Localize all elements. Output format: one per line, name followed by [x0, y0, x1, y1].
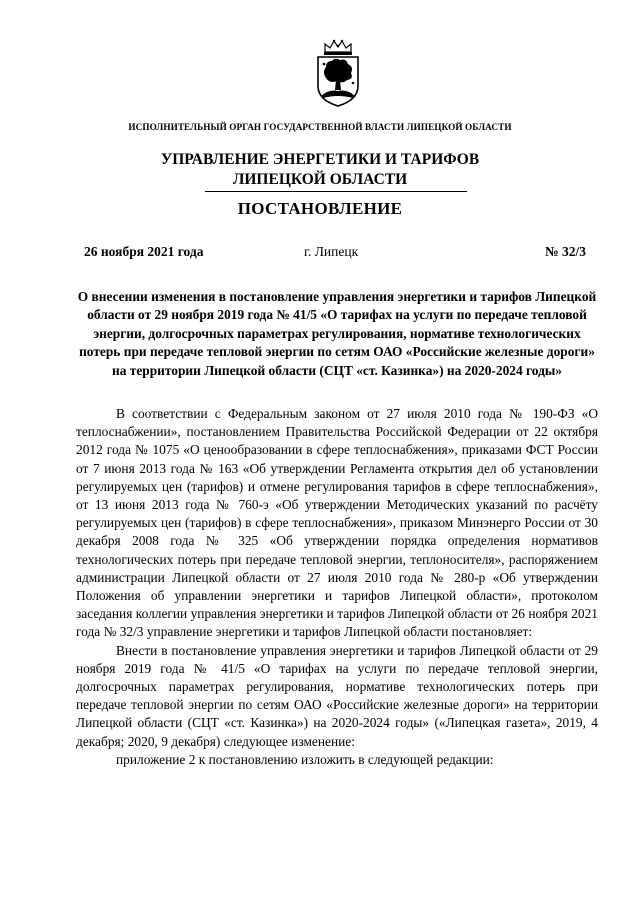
- body-paragraph-1: В соответствии с Федеральным законом от 27 июля 2010 года № 190-ФЗ «О теплоснабжении», постановлением Правительства Российской Федерации от 22 октября 2012 года № 1075 «О ценообразовании в сфере теплоснабжения», приказами ФСТ России от 7 июня 2013 года № 163 «Об утверждении Регламента открытия дел об установлении регулируемых цен (тарифов) и отмене регулирования тарифов в сфере теплоснабжения», от 13 июня 2013 года № 760-э «Об утверждении Методических указаний по расчёту регулируемых цен (тарифов) в сфере теплоснабжения», приказом Минэнерго России от 30 декабря 2008 года № 325 «Об утверждении порядка определения нормативов технологических потерь при передаче тепловой энергии, теплоносителя», распоряжением администрации Липецкой области от 27 июля 2010 года № 280-р «Об утверждении Положения об управлении энергетики и тарифов Липецкой области», протоколом заседания коллегии управления энергетики и тарифов Липецкой области от 26 ноября 2021 года № 32/3 управление энергетики и тарифов Липецкой области постановляет:: [76, 406, 598, 640]
- department-name-line2: ЛИПЕЦКОЙ ОБЛАСТИ: [232, 171, 408, 188]
- header-divider: [205, 191, 467, 192]
- org-line: ИСПОЛНИТЕЛЬНЫЙ ОРГАН ГОСУДАРСТВЕННОЙ ВЛАСТИ ЛИПЕЦКОЙ ОБЛАСТИ: [128, 122, 512, 132]
- coat-of-arms-icon: [313, 38, 363, 108]
- document-subject: О внесении изменения в постановление управления энергетики и тарифов Липецкой области от 29 ноября 2019 года № 41/5 «О тарифах на услуги по передаче тепловой энергии, долгосрочных параметрах регулирования, нормативе технологических потерь при передаче тепловой энергии по сетям ОАО «Российские железные дороги» на территории Липецкой области (СЦТ «ст. Казинка») на 2020-2024 годы»: [77, 289, 597, 378]
- department-name-line1: УПРАВЛЕНИЕ ЭНЕРГЕТИКИ И ТАРИФОВ: [160, 151, 480, 168]
- document-meta-row: [0, 244, 640, 262]
- document-type-title: ПОСТАНОВЛЕНИЕ: [237, 199, 403, 218]
- document-date: 26 ноября 2021 года: [84, 244, 204, 259]
- body-paragraph-3: приложение 2 к постановлению изложить в следующей редакции:: [116, 751, 494, 767]
- document-number: № 32/3: [545, 244, 586, 259]
- department-name: [0, 150, 640, 190]
- body-paragraph-2: Внести в постановление управления энергетики и тарифов Липецкой области от 29 ноября 2019 года № 41/5 «О тарифах на услуги по передаче тепловой энергии, долгосрочных параметрах регулирования, нормативе технологических потерь при передаче тепловой энергии по сетям ОАО «Российские железные дороги» на территории Липецкой области (СЦТ «ст. Казинка») на 2020-2024 годы» («Липецкая газета», 2019, 4 декабря; 2020, 9 декабря) следующее изменение:: [76, 642, 598, 749]
- document-city: г. Липецк: [304, 244, 359, 259]
- document-body: [76, 405, 598, 769]
